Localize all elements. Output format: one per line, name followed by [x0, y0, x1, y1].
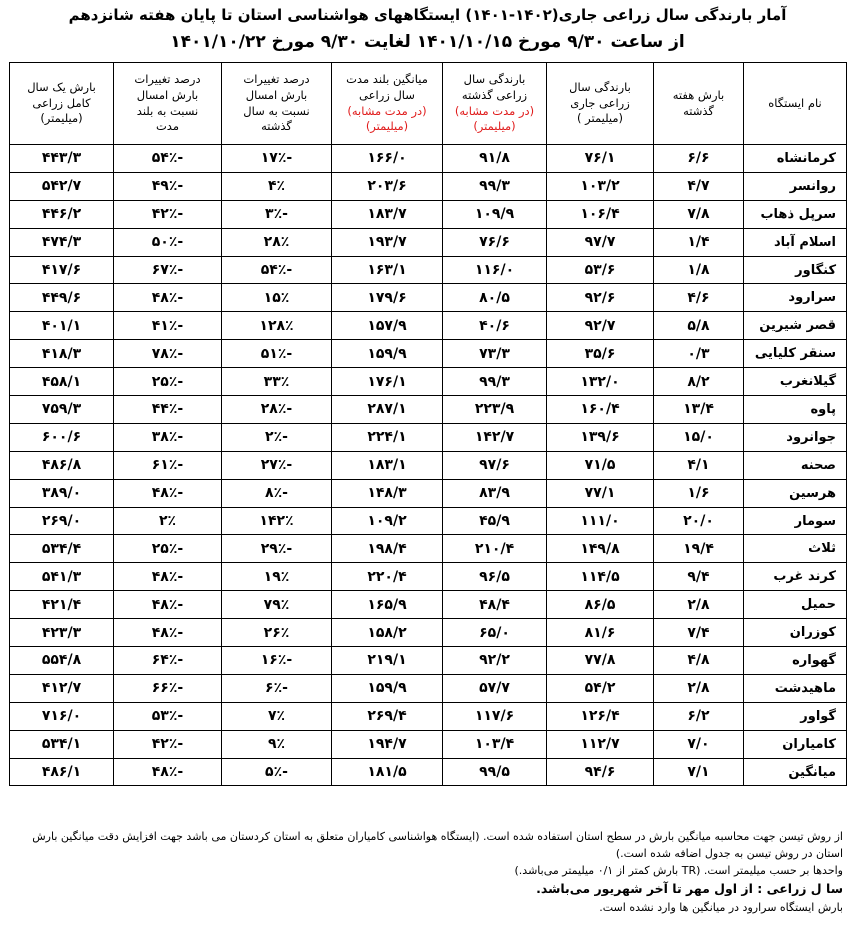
table-row: [10, 647, 847, 675]
current-year-rain-cell: ۸۱/۶: [547, 619, 654, 647]
week-rain-cell: ۲۰/۰: [654, 507, 744, 535]
last-year-rain-cell: ۹۹/۳: [443, 172, 547, 200]
last-year-rain-cell: ۷۶/۶: [443, 228, 547, 256]
table-row: [10, 702, 847, 730]
full-year-rain-cell: ۴۵۸/۱: [10, 368, 114, 396]
table-row: [10, 312, 847, 340]
last-year-rain-cell: ۹۹/۵: [443, 758, 547, 786]
longterm-mean-cell: ۲۰۳/۶: [332, 172, 443, 200]
full-year-rain-cell: ۴۸۶/۸: [10, 451, 114, 479]
header-change-longterm: درصد تغییرات بارش امسال نسبت به بلند مدت: [114, 63, 222, 145]
station-name-cell: کنگاور: [744, 256, 847, 284]
week-rain-cell: ۹/۴: [654, 563, 744, 591]
full-year-rain-cell: ۶۰۰/۶: [10, 423, 114, 451]
station-name-cell: سرارود: [744, 284, 847, 312]
station-name-cell: گهواره: [744, 647, 847, 675]
longterm-mean-cell: ۱۷۶/۱: [332, 368, 443, 396]
longterm-mean-cell: ۱۵۹/۹: [332, 674, 443, 702]
last-year-rain-cell: ۲۱۰/۴: [443, 535, 547, 563]
full-year-rain-cell: ۲۶۹/۰: [10, 507, 114, 535]
change-vs-last-year-cell: -۲۸٪: [222, 396, 332, 424]
table-row: [10, 674, 847, 702]
change-vs-longterm-cell: -۵۰٪: [114, 228, 222, 256]
note-crop-year: سا ل زراعی : از اول مهر تا آخر شهریور می‌باشد.: [536, 881, 843, 897]
full-year-rain-cell: ۴۲۳/۳: [10, 619, 114, 647]
week-rain-cell: ۸/۲: [654, 368, 744, 396]
last-year-rain-cell: ۹۲/۲: [443, 647, 547, 675]
table-row: [10, 368, 847, 396]
week-rain-cell: ۱۵/۰: [654, 423, 744, 451]
station-name-cell: سرپل ذهاب: [744, 200, 847, 228]
longterm-mean-cell: ۱۷۹/۶: [332, 284, 443, 312]
last-year-rain-cell: ۹۶/۵: [443, 563, 547, 591]
station-name-cell: روانسر: [744, 172, 847, 200]
week-rain-cell: ۱۳/۴: [654, 396, 744, 424]
change-vs-last-year-cell: -۵٪: [222, 758, 332, 786]
station-name-cell: گواور: [744, 702, 847, 730]
full-year-rain-cell: ۵۳۴/۴: [10, 535, 114, 563]
last-year-rain-cell: ۸۰/۵: [443, 284, 547, 312]
station-name-cell: کرند غرب: [744, 563, 847, 591]
last-year-rain-cell: ۹۱/۸: [443, 145, 547, 173]
change-vs-last-year-cell: -۲۷٪: [222, 451, 332, 479]
change-vs-last-year-cell: ۱۹٪: [222, 563, 332, 591]
change-vs-last-year-cell: ۷٪: [222, 702, 332, 730]
last-year-rain-cell: ۱۴۲/۷: [443, 423, 547, 451]
week-rain-cell: ۱/۶: [654, 479, 744, 507]
station-name-cell: میانگین: [744, 758, 847, 786]
change-vs-longterm-cell: -۳۸٪: [114, 423, 222, 451]
longterm-mean-cell: ۲۱۹/۱: [332, 647, 443, 675]
current-year-rain-cell: ۷۶/۱: [547, 145, 654, 173]
change-vs-longterm-cell: -۵۳٪: [114, 702, 222, 730]
change-vs-last-year-cell: ۷۹٪: [222, 591, 332, 619]
station-name-cell: ماهیدشت: [744, 674, 847, 702]
week-rain-cell: ۷/۴: [654, 619, 744, 647]
full-year-rain-cell: ۴۴۹/۶: [10, 284, 114, 312]
current-year-rain-cell: ۱۱۱/۰: [547, 507, 654, 535]
header-week-rain: بارش هفته گذشته: [654, 63, 744, 145]
table-row: [10, 396, 847, 424]
current-year-rain-cell: ۹۲/۶: [547, 284, 654, 312]
current-year-rain-cell: ۵۴/۲: [547, 674, 654, 702]
station-name-cell: صحنه: [744, 451, 847, 479]
change-vs-longterm-cell: ۲٪: [114, 507, 222, 535]
week-rain-cell: ۱/۴: [654, 228, 744, 256]
full-year-rain-cell: ۴۲۱/۴: [10, 591, 114, 619]
station-name-cell: قصر شیرین: [744, 312, 847, 340]
longterm-mean-cell: ۱۹۳/۷: [332, 228, 443, 256]
change-vs-last-year-cell: -۸٪: [222, 479, 332, 507]
table-row: [10, 758, 847, 786]
last-year-rain-cell: ۴۰/۶: [443, 312, 547, 340]
full-year-rain-cell: ۴۱۲/۷: [10, 674, 114, 702]
week-rain-cell: ۱/۸: [654, 256, 744, 284]
current-year-rain-cell: ۱۳۲/۰: [547, 368, 654, 396]
current-year-rain-cell: ۱۰۶/۴: [547, 200, 654, 228]
last-year-rain-cell: ۸۳/۹: [443, 479, 547, 507]
longterm-mean-cell: ۱۸۱/۵: [332, 758, 443, 786]
current-year-rain-cell: ۹۴/۶: [547, 758, 654, 786]
week-rain-cell: ۶/۲: [654, 702, 744, 730]
table-row: [10, 451, 847, 479]
week-rain-cell: ۴/۶: [654, 284, 744, 312]
rainfall-table: [9, 62, 847, 786]
last-year-rain-cell: ۴۸/۴: [443, 591, 547, 619]
current-year-rain-cell: ۱۱۴/۵: [547, 563, 654, 591]
last-year-rain-cell: ۱۰۳/۴: [443, 730, 547, 758]
full-year-rain-cell: ۷۱۶/۰: [10, 702, 114, 730]
change-vs-longterm-cell: -۶۶٪: [114, 674, 222, 702]
change-vs-longterm-cell: -۶۴٪: [114, 647, 222, 675]
change-vs-longterm-cell: -۵۴٪: [114, 145, 222, 173]
table-row: [10, 145, 847, 173]
change-vs-last-year-cell: -۵۴٪: [222, 256, 332, 284]
current-year-rain-cell: ۳۵/۶: [547, 340, 654, 368]
change-vs-longterm-cell: -۴۸٪: [114, 563, 222, 591]
full-year-rain-cell: ۷۵۹/۳: [10, 396, 114, 424]
current-year-rain-cell: ۷۱/۵: [547, 451, 654, 479]
change-vs-longterm-cell: -۴۸٪: [114, 284, 222, 312]
week-rain-cell: ۴/۸: [654, 647, 744, 675]
longterm-mean-cell: ۱۵۹/۹: [332, 340, 443, 368]
week-rain-cell: ۶/۶: [654, 145, 744, 173]
station-name-cell: جوانرود: [744, 423, 847, 451]
week-rain-cell: ۷/۸: [654, 200, 744, 228]
current-year-rain-cell: ۸۶/۵: [547, 591, 654, 619]
longterm-mean-cell: ۲۲۰/۴: [332, 563, 443, 591]
week-rain-cell: ۷/۰: [654, 730, 744, 758]
current-year-rain-cell: ۱۴۹/۸: [547, 535, 654, 563]
longterm-mean-cell: ۱۵۷/۹: [332, 312, 443, 340]
last-year-rain-cell: ۷۳/۳: [443, 340, 547, 368]
full-year-rain-cell: ۴۱۷/۶: [10, 256, 114, 284]
footnotes: [12, 828, 843, 916]
current-year-rain-cell: ۹۷/۷: [547, 228, 654, 256]
current-year-rain-cell: ۷۷/۸: [547, 647, 654, 675]
station-name-cell: ثلاث: [744, 535, 847, 563]
change-vs-last-year-cell: -۲٪: [222, 423, 332, 451]
change-vs-last-year-cell: -۵۱٪: [222, 340, 332, 368]
week-rain-cell: ۱۹/۴: [654, 535, 744, 563]
longterm-mean-cell: ۱۶۶/۰: [332, 145, 443, 173]
week-rain-cell: ۴/۱: [654, 451, 744, 479]
longterm-mean-cell: ۱۹۴/۷: [332, 730, 443, 758]
full-year-rain-cell: ۴۴۶/۲: [10, 200, 114, 228]
table-row: [10, 284, 847, 312]
longterm-mean-cell: ۱۶۵/۹: [332, 591, 443, 619]
table-row: [10, 200, 847, 228]
station-name-cell: کامیاران: [744, 730, 847, 758]
last-year-rain-cell: ۲۲۳/۹: [443, 396, 547, 424]
table-row: [10, 563, 847, 591]
change-vs-last-year-cell: -۲۹٪: [222, 535, 332, 563]
full-year-rain-cell: ۴۱۸/۳: [10, 340, 114, 368]
full-year-rain-cell: ۳۸۹/۰: [10, 479, 114, 507]
last-year-rain-cell: ۱۱۶/۰: [443, 256, 547, 284]
report-date-range: از ساعت ۹/۳۰ مورخ ۱۴۰۱/۱۰/۱۵ لغایت ۹/۳۰ مورخ ۱۴۰۱/۱۰/۲۲: [170, 32, 685, 52]
table-header-row: [10, 63, 847, 145]
table-row: [10, 228, 847, 256]
report-title: آمار بارندگی سال زراعی جاری(۱۴۰۲-۱۴۰۱) ایستگاههای هواشناسی استان تا پایان هفته شانزدهم: [68, 6, 787, 24]
header-last-year: بارندگی سال زراعی گذشته (در مدت مشابه) (میلیمتر): [443, 63, 547, 145]
full-year-rain-cell: ۴۷۴/۳: [10, 228, 114, 256]
last-year-rain-cell: ۹۹/۳: [443, 368, 547, 396]
current-year-rain-cell: ۱۰۳/۲: [547, 172, 654, 200]
table-row: [10, 619, 847, 647]
full-year-rain-cell: ۵۵۴/۸: [10, 647, 114, 675]
current-year-rain-cell: ۱۳۹/۶: [547, 423, 654, 451]
station-name-cell: کوزران: [744, 619, 847, 647]
change-vs-longterm-cell: -۴۲٪: [114, 200, 222, 228]
longterm-mean-cell: ۲۶۹/۴: [332, 702, 443, 730]
current-year-rain-cell: ۱۲۶/۴: [547, 702, 654, 730]
station-name-cell: هرسین: [744, 479, 847, 507]
week-rain-cell: ۷/۱: [654, 758, 744, 786]
table-row: [10, 730, 847, 758]
change-vs-longterm-cell: -۶۷٪: [114, 256, 222, 284]
change-vs-last-year-cell: ۲۸٪: [222, 228, 332, 256]
station-name-cell: سومار: [744, 507, 847, 535]
station-name-cell: گیلانغرب: [744, 368, 847, 396]
change-vs-last-year-cell: ۹٪: [222, 730, 332, 758]
full-year-rain-cell: ۴۴۳/۳: [10, 145, 114, 173]
station-name-cell: اسلام آباد: [744, 228, 847, 256]
last-year-rain-cell: ۱۰۹/۹: [443, 200, 547, 228]
table-row: [10, 172, 847, 200]
table-row: [10, 479, 847, 507]
change-vs-longterm-cell: -۴۸٪: [114, 479, 222, 507]
current-year-rain-cell: ۷۷/۱: [547, 479, 654, 507]
change-vs-last-year-cell: ۱۴۲٪: [222, 507, 332, 535]
note-thiessen: از روش تیسن جهت محاسبه میانگین بارش در سطح استان استفاده شده است. (ایستگاه هواشناسی کامیاران متعلق به استان کردستان می باشد جهت افزایش دقت میانگین بارش استان در روش تیسن به جدول اضافه شده است.): [32, 830, 843, 861]
full-year-rain-cell: ۴۰۱/۱: [10, 312, 114, 340]
longterm-mean-cell: ۱۸۳/۱: [332, 451, 443, 479]
table-row: [10, 535, 847, 563]
station-name-cell: حمیل: [744, 591, 847, 619]
change-vs-longterm-cell: -۶۱٪: [114, 451, 222, 479]
full-year-rain-cell: ۵۴۲/۷: [10, 172, 114, 200]
change-vs-last-year-cell: ۴٪: [222, 172, 332, 200]
last-year-rain-cell: ۹۷/۶: [443, 451, 547, 479]
station-name-cell: پاوه: [744, 396, 847, 424]
week-rain-cell: ۲/۸: [654, 674, 744, 702]
week-rain-cell: ۴/۷: [654, 172, 744, 200]
full-year-rain-cell: ۵۳۴/۱: [10, 730, 114, 758]
note-sararud: بارش ایستگاه سرارود در میانگین ها وارد نشده است.: [599, 900, 843, 914]
change-vs-longterm-cell: -۴۴٪: [114, 396, 222, 424]
last-year-rain-cell: ۵۷/۷: [443, 674, 547, 702]
full-year-rain-cell: ۵۴۱/۳: [10, 563, 114, 591]
change-vs-last-year-cell: ۱۵٪: [222, 284, 332, 312]
current-year-rain-cell: ۱۶۰/۴: [547, 396, 654, 424]
table-row: [10, 591, 847, 619]
table-row: [10, 423, 847, 451]
change-vs-last-year-cell: -۳٪: [222, 200, 332, 228]
table-row: [10, 507, 847, 535]
week-rain-cell: ۰/۳: [654, 340, 744, 368]
header-current-year: بارندگی سال زراعی جاری (میلیمتر ): [547, 63, 654, 145]
note-units: واحدها بر حسب میلیمتر است. (TR بارش کمتر از ۰/۱ میلیمتر می‌باشد.): [514, 864, 843, 878]
longterm-mean-cell: ۱۶۳/۱: [332, 256, 443, 284]
station-name-cell: سنقر کلیایی: [744, 340, 847, 368]
header-full-year: بارش یک سال کامل زراعی (میلیمتر): [10, 63, 114, 145]
change-vs-last-year-cell: ۲۶٪: [222, 619, 332, 647]
longterm-mean-cell: ۱۴۸/۳: [332, 479, 443, 507]
current-year-rain-cell: ۱۱۲/۷: [547, 730, 654, 758]
header-longterm: میانگین بلند مدت سال زراعی (در مدت مشابه) (میلیمتر): [332, 63, 443, 145]
change-vs-last-year-cell: ۱۲۸٪: [222, 312, 332, 340]
table-row: [10, 256, 847, 284]
change-vs-longterm-cell: -۴۸٪: [114, 619, 222, 647]
change-vs-longterm-cell: -۴۹٪: [114, 172, 222, 200]
longterm-mean-cell: ۱۹۸/۴: [332, 535, 443, 563]
longterm-mean-cell: ۲۸۷/۱: [332, 396, 443, 424]
change-vs-last-year-cell: ۳۳٪: [222, 368, 332, 396]
last-year-rain-cell: ۱۱۷/۶: [443, 702, 547, 730]
longterm-mean-cell: ۲۲۴/۱: [332, 423, 443, 451]
change-vs-last-year-cell: -۱۷٪: [222, 145, 332, 173]
current-year-rain-cell: ۹۲/۷: [547, 312, 654, 340]
change-vs-last-year-cell: -۶٪: [222, 674, 332, 702]
table-row: [10, 340, 847, 368]
table-body: [10, 145, 847, 786]
change-vs-longterm-cell: -۴۸٪: [114, 758, 222, 786]
full-year-rain-cell: ۴۸۶/۱: [10, 758, 114, 786]
longterm-mean-cell: ۱۰۹/۲: [332, 507, 443, 535]
change-vs-longterm-cell: -۴۸٪: [114, 591, 222, 619]
station-name-cell: کرمانشاه: [744, 145, 847, 173]
longterm-mean-cell: ۱۸۳/۷: [332, 200, 443, 228]
change-vs-longterm-cell: -۲۵٪: [114, 535, 222, 563]
longterm-mean-cell: ۱۵۸/۲: [332, 619, 443, 647]
week-rain-cell: ۲/۸: [654, 591, 744, 619]
header-change-last-year: درصد تغییرات بارش امسال نسبت به سال گذشته: [222, 63, 332, 145]
change-vs-longterm-cell: -۷۸٪: [114, 340, 222, 368]
change-vs-last-year-cell: -۱۶٪: [222, 647, 332, 675]
change-vs-longterm-cell: -۴۲٪: [114, 730, 222, 758]
change-vs-longterm-cell: -۲۵٪: [114, 368, 222, 396]
current-year-rain-cell: ۵۳/۶: [547, 256, 654, 284]
header-station: نام ایستگاه: [744, 63, 847, 145]
change-vs-longterm-cell: -۴۱٪: [114, 312, 222, 340]
week-rain-cell: ۵/۸: [654, 312, 744, 340]
last-year-rain-cell: ۴۵/۹: [443, 507, 547, 535]
last-year-rain-cell: ۶۵/۰: [443, 619, 547, 647]
